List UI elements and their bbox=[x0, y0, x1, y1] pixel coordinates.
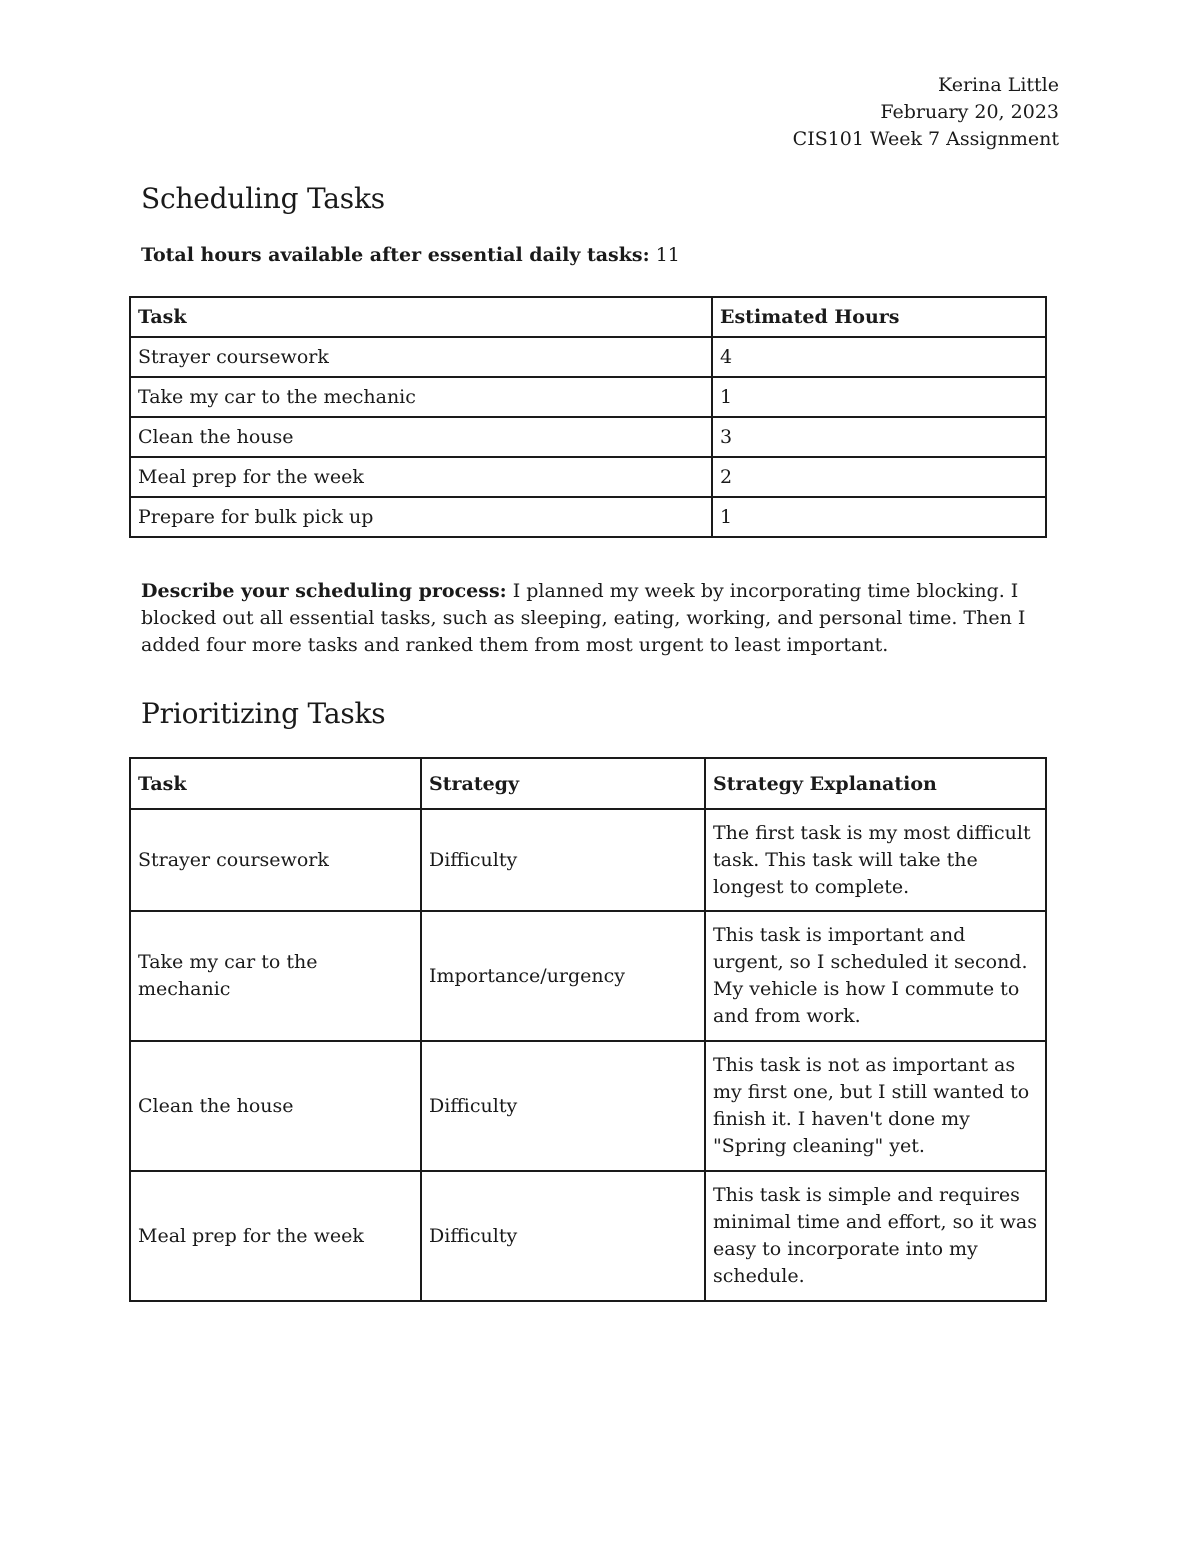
task-cell: Strayer coursework bbox=[130, 809, 421, 911]
strategy-cell: Importance/urgency bbox=[421, 911, 705, 1041]
task-cell: Meal prep for the week bbox=[130, 457, 712, 497]
table-row bbox=[130, 911, 1046, 1041]
column-header-task: Task bbox=[130, 297, 712, 337]
explanation-cell: This task is not as important as my first one, but I still wanted to finish it. I haven't done my "Spring cleaning" yet. bbox=[705, 1041, 1046, 1171]
task-cell: Take my car to the mechanic bbox=[130, 911, 421, 1041]
describe-text: I planned my week by incorporating time blocking. I blocked out all essential tasks, such as sleeping, eating, working, and personal time. Then I added four more tasks and ranked them from most urgent to least important. bbox=[141, 580, 1026, 656]
describe-label: Describe your scheduling process: bbox=[141, 580, 507, 602]
column-header-estimated-hours: Estimated Hours bbox=[712, 297, 1046, 337]
task-cell: Strayer coursework bbox=[130, 337, 712, 377]
task-cell: Meal prep for the week bbox=[130, 1171, 421, 1301]
table-header-row bbox=[130, 758, 1046, 809]
table-row bbox=[130, 377, 1046, 417]
strategy-cell: Difficulty bbox=[421, 1171, 705, 1301]
prioritizing-table bbox=[129, 757, 1047, 1302]
column-header-strategy-explanation: Strategy Explanation bbox=[705, 758, 1046, 809]
hours-cell: 4 bbox=[712, 337, 1046, 377]
table-row bbox=[130, 497, 1046, 537]
scheduling-process-paragraph bbox=[141, 578, 1041, 659]
author-name: Kerina Little bbox=[938, 74, 1059, 96]
prioritizing-heading: Prioritizing Tasks bbox=[141, 697, 386, 730]
table-header-row bbox=[130, 297, 1046, 337]
column-header-strategy: Strategy bbox=[421, 758, 705, 809]
hours-cell: 3 bbox=[712, 417, 1046, 457]
total-hours-line bbox=[141, 244, 680, 266]
column-header-task: Task bbox=[130, 758, 421, 809]
task-cell: Take my car to the mechanic bbox=[130, 377, 712, 417]
document-date: February 20, 2023 bbox=[880, 101, 1059, 123]
task-cell: Clean the house bbox=[130, 1041, 421, 1171]
table-row bbox=[130, 1041, 1046, 1171]
table-row bbox=[130, 809, 1046, 911]
scheduling-heading: Scheduling Tasks bbox=[141, 182, 385, 215]
explanation-cell: The first task is my most difficult task. This task will take the longest to complete. bbox=[705, 809, 1046, 911]
task-cell: Prepare for bulk pick up bbox=[130, 497, 712, 537]
total-hours-value: 11 bbox=[655, 244, 680, 266]
hours-cell: 1 bbox=[712, 497, 1046, 537]
total-hours-label: Total hours available after essential daily tasks: bbox=[141, 244, 650, 266]
strategy-cell: Difficulty bbox=[421, 809, 705, 911]
course-title: CIS101 Week 7 Assignment bbox=[792, 128, 1059, 150]
hours-cell: 1 bbox=[712, 377, 1046, 417]
explanation-cell: This task is important and urgent, so I scheduled it second. My vehicle is how I commute to and from work. bbox=[705, 911, 1046, 1041]
document-header bbox=[793, 72, 1059, 153]
table-row bbox=[130, 457, 1046, 497]
hours-cell: 2 bbox=[712, 457, 1046, 497]
scheduling-table bbox=[129, 296, 1047, 538]
table-row bbox=[130, 1171, 1046, 1301]
explanation-cell: This task is simple and requires minimal time and effort, so it was easy to incorporate into my schedule. bbox=[705, 1171, 1046, 1301]
table-row bbox=[130, 417, 1046, 457]
table-row bbox=[130, 337, 1046, 377]
task-cell: Clean the house bbox=[130, 417, 712, 457]
strategy-cell: Difficulty bbox=[421, 1041, 705, 1171]
